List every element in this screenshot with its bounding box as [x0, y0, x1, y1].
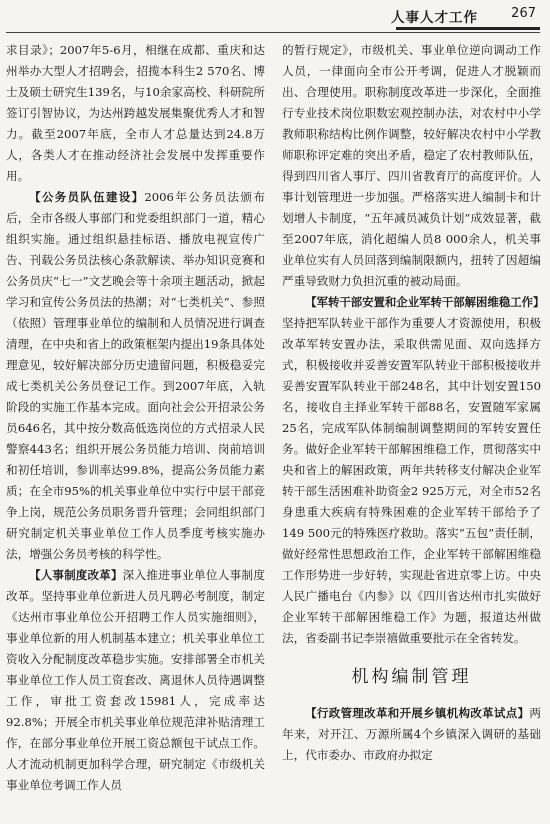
header-rule-thick: [396, 27, 540, 30]
section-body-military-transfer: 坚持把军队转业干部作为重要人才资源使用，积极改革军转安置办法，采取供需见面、双向选择方式，积极接收并妥善安置军队转业干部积极接收并妥善安置军队转业干部248名，其中计划安置150名，接收自主择业军转干部88名，安置随军家属25名，完成军队体制编制调整期间的军转安置任务。做好企业军转干部解困维稳工作，贯彻落实中央和省上的解困政策，两年共转移支付解决企业军转干部生活困难补助资金2 925万元，对全市52名身患重大疾病有特殊困难的企业军转干部给予了149 500元的特殊医疗救助。落实“五包”责任制，做好经常性思想政治工作，企业军转干部解困维稳工作形势进一步好转，实现赴省进京零上访。中央人民广播电台《内参》以《四川省达州市扎实做好企业军转干部解困维稳工作》为题，报道达州做法，省委副书记李崇禧做重要批示在全省转发。: [282, 316, 541, 645]
page-header: [0, 0, 550, 34]
section-heading-admin-reform: 【行政管理改革和开展乡镇机构改革试点】: [305, 706, 530, 720]
page-number: 267: [511, 6, 536, 21]
section-body-personnel-reform: 深入推进事业单位人事制度改革。坚持事业单位新进人员凡聘必考制度，制定《达州市事业单位公开招聘工作人员实施细则》，事业单位新的用人机制基本建立；机关事业单位工资收入分配制度改革稳步实施。安排部署全市机关事业单位工作人员工资套改、离退休人员待遇调整工作，审批工资套改15981人，完成率达92.8%；开展全市机关事业单位规范津补贴清理工作，在部分事业单位开展工资总额包干试点工作。人才流动机制更加科学合理，研究制定《市级机关事业单位考调工作人员: [6, 568, 265, 792]
section-heading-civil-servant: 【公务员队伍建设】: [29, 190, 145, 204]
paragraph-military-transfer: [282, 292, 545, 649]
section-title-organization: 机构编制管理: [351, 667, 472, 687]
paragraph-personnel-reform: [6, 565, 265, 796]
paragraph-civil-servant: [6, 187, 265, 565]
section-heading-personnel-reform: 【人事制度改革】: [29, 568, 123, 582]
header-rule-thin: [6, 32, 540, 33]
right-column: [282, 40, 545, 766]
running-title: 人事人才工作: [391, 10, 478, 26]
paragraph-reform-continued: 的暂行规定》，市级机关、事业单位逆向调动工作人员，一律面向全市公开考调，促进人才脱颖而出、合理使用。职称制度改革进一步深化，全面推行专业技术岗位职数宏观控制办法，对农村中小学教师职称结构比例作调整，较好解决农村中小学教师职称评定难的突出矛盾，稳定了农村教师队伍，得到四川省人事厅、四川省教育厅的高度评价。人事计划管理进一步加强。严格落实进人编制卡和计划增人卡制度，“五年减员减负计划”成效显著，截至2007年底，消化超编人员8 000余人，机关事业单位实有人员回落到编制限额内，扭转了因超编严重导致财力负担沉重的被动局面。: [282, 43, 541, 288]
section-heading-military-transfer: 【军转干部安置和企业军转干部解困维稳工作】: [305, 295, 545, 309]
left-column: [6, 40, 265, 796]
paragraph-talent-recruitment: 求目录》；2007年5-6月，相继在成都、重庆和达州举办大型人才招聘会，招揽本科生2 570名、博士及硕士研究生139名，与10余家高校、科研院所签订引智协议，为达州跨越发展集聚优秀人才和智力。截至2007年底，全市人才总量达到24.8万人，各类人才在推动经济社会发展中发挥重要作用。: [6, 43, 265, 183]
paragraph-admin-reform: [282, 703, 541, 766]
section-body-admin-reform: 两年来，对开江、万源所属4个乡镇深入调研的基础上，代市委办、市政府办拟定: [282, 706, 541, 762]
section-body-civil-servant: 2006年公务员法颁布后，全市各级人事部门和党委组织部门一道，精心组织实施。通过组织悬挂标语、播放电视宣传广告、刊载公务员法核心条款解读、举办知识竞赛和公务员庆“七一”文艺晚会等十余项主题活动，掀起学习和宣传公务员法的热潮；对“七类机关”、参照（依照）管理事业单位的编制和人员情况进行调查清理，在中央和省上的政策框架内提出19条具体处理意见，较好解决部分历史遗留问题，积极稳妥完成七类机关公务员登记工作。到2007年底，入轨阶段的实施工作基本完成。面向社会公开招录公务员646名，其中按分数高低选岗位的方式招录人民警察443名；组织开展公务员能力培训、岗前培训和初任培训，参训率达99.8%，提高公务员能力素质；在全市95%的机关事业单位中实行中层干部竞争上岗，规范公务员职务晋升管理；会同组织部门研究制定机关事业单位工作人员季度考核实施办法，增强公务员考核的科学性。: [6, 190, 265, 561]
